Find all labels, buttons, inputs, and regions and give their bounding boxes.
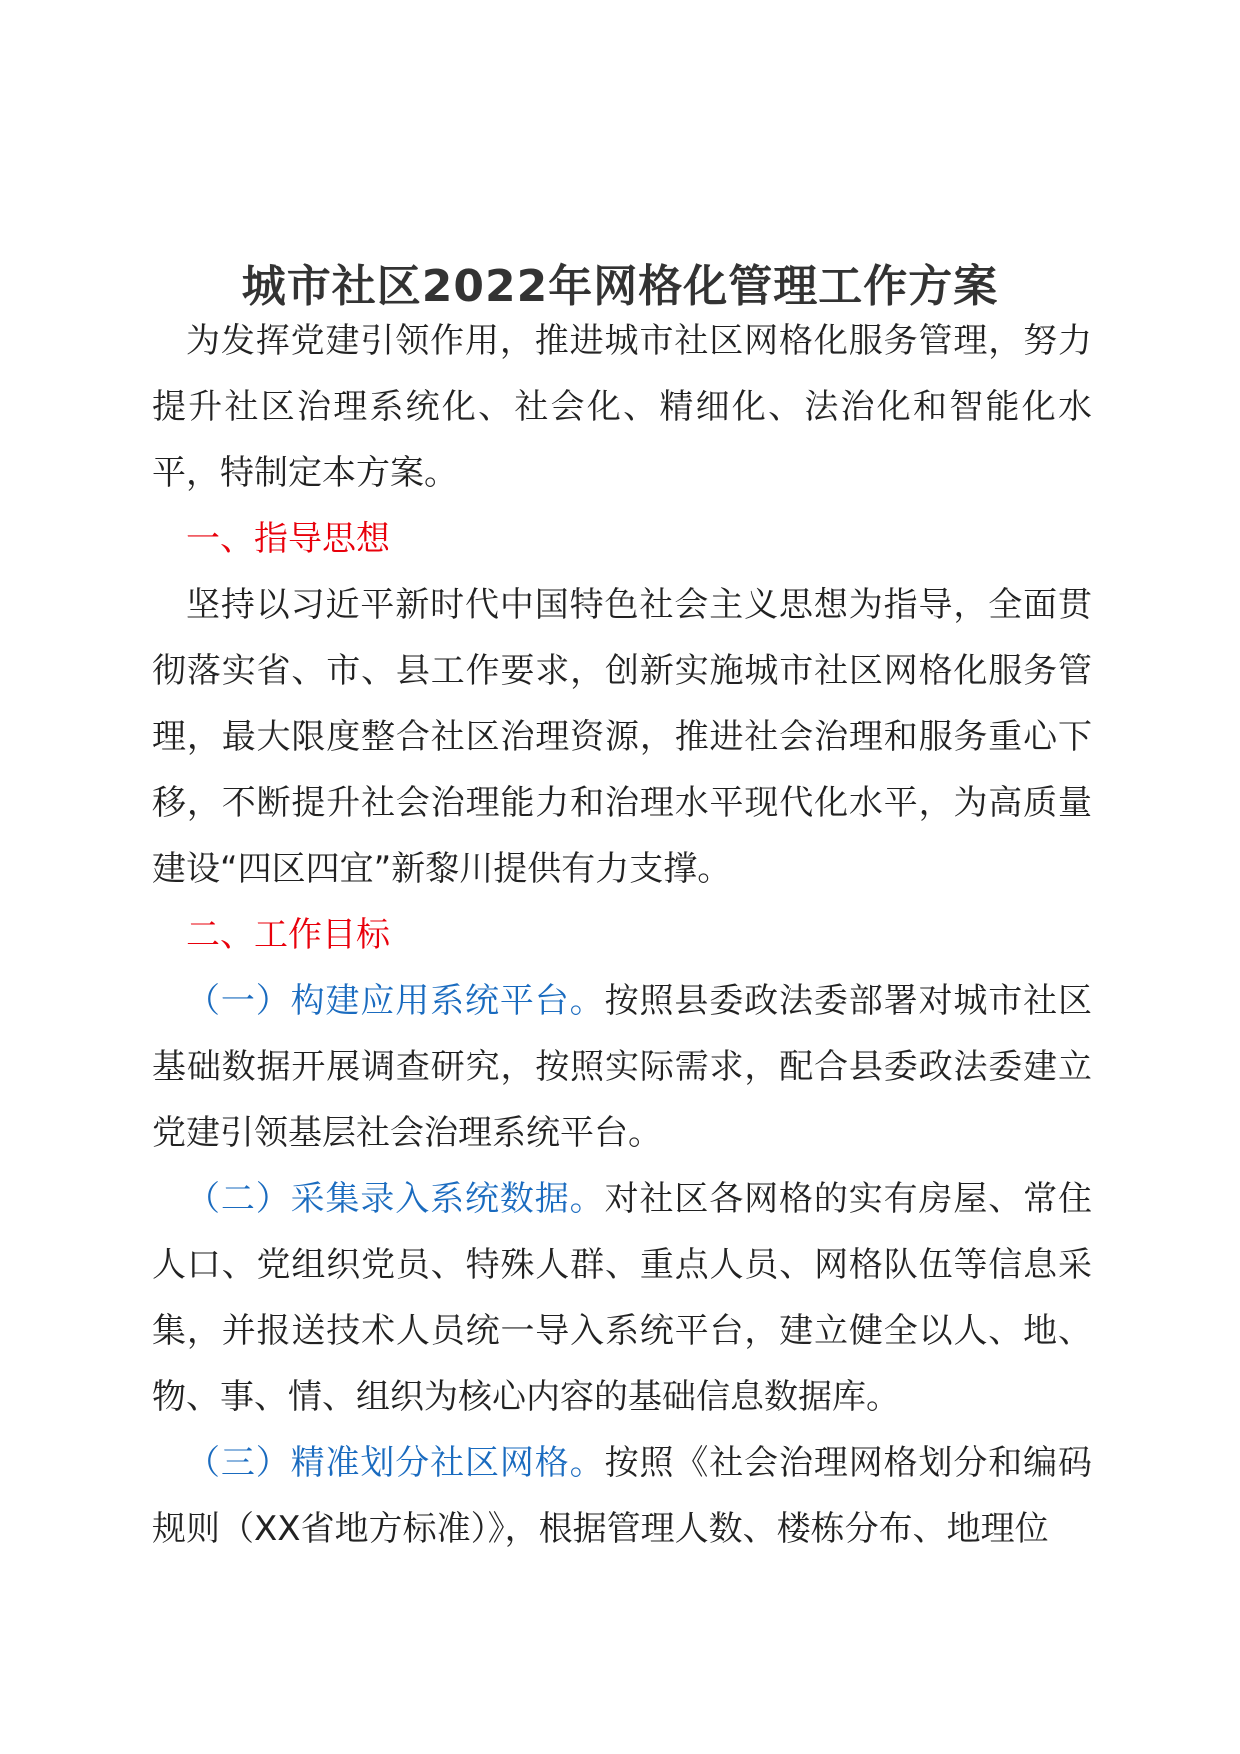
goal-lead-1: （一）构建应用系统平台。 <box>186 981 605 1021</box>
goal-paragraph-1 <box>152 968 1092 1166</box>
goal-lead-3: （三）精准划分社区网格。 <box>186 1443 605 1483</box>
goal-lead-2: （二）采集录入系统数据。 <box>186 1179 605 1219</box>
section-heading-work-goals: 二、工作目标 <box>186 915 390 955</box>
goal-paragraph-3 <box>152 1430 1092 1562</box>
document-title: 城市社区2022年网格化管理工作方案 <box>241 261 999 313</box>
goal-body-1: 按照县委政法委部署对城市社区基础数据开展调查研究，按照实际需求，配合县委政法委建立党建引领基层社会治理系统平台。 <box>152 981 1093 1153</box>
goal-paragraph-2 <box>152 1166 1092 1430</box>
intro-paragraph: 为发挥党建引领作用，推进城市社区网格化服务管理，努力提升社区治理系统化、社会化、精细化、法治化和智能化水平，特制定本方案。 <box>152 321 1092 493</box>
document-body <box>152 308 1092 1562</box>
goal-body-3: 按照《社会治理网格划分和编码规则（XX省地方标准）》，根据管理人数、楼栋分布、地理位 <box>152 1443 1093 1549</box>
goal-body-2: 对社区各网格的实有房屋、常住人口、党组织党员、特殊人群、重点人员、网格队伍等信息采集，并报送技术人员统一导入系统平台，建立健全以人、地、物、事、情、组织为核心内容的基础信息数据库。 <box>152 1179 1093 1417</box>
section-heading-guiding-ideology: 一、指导思想 <box>186 519 390 559</box>
section-paragraph-guiding-ideology: 坚持以习近平新时代中国特色社会主义思想为指导，全面贯彻落实省、市、县工作要求，创新实施城市社区网格化服务管理，最大限度整合社区治理资源，推进社会治理和服务重心下移，不断提升社会治理能力和治理水平现代化水平，为高质量建设“四区四宜”新黎川提供有力支撑。 <box>152 585 1092 889</box>
